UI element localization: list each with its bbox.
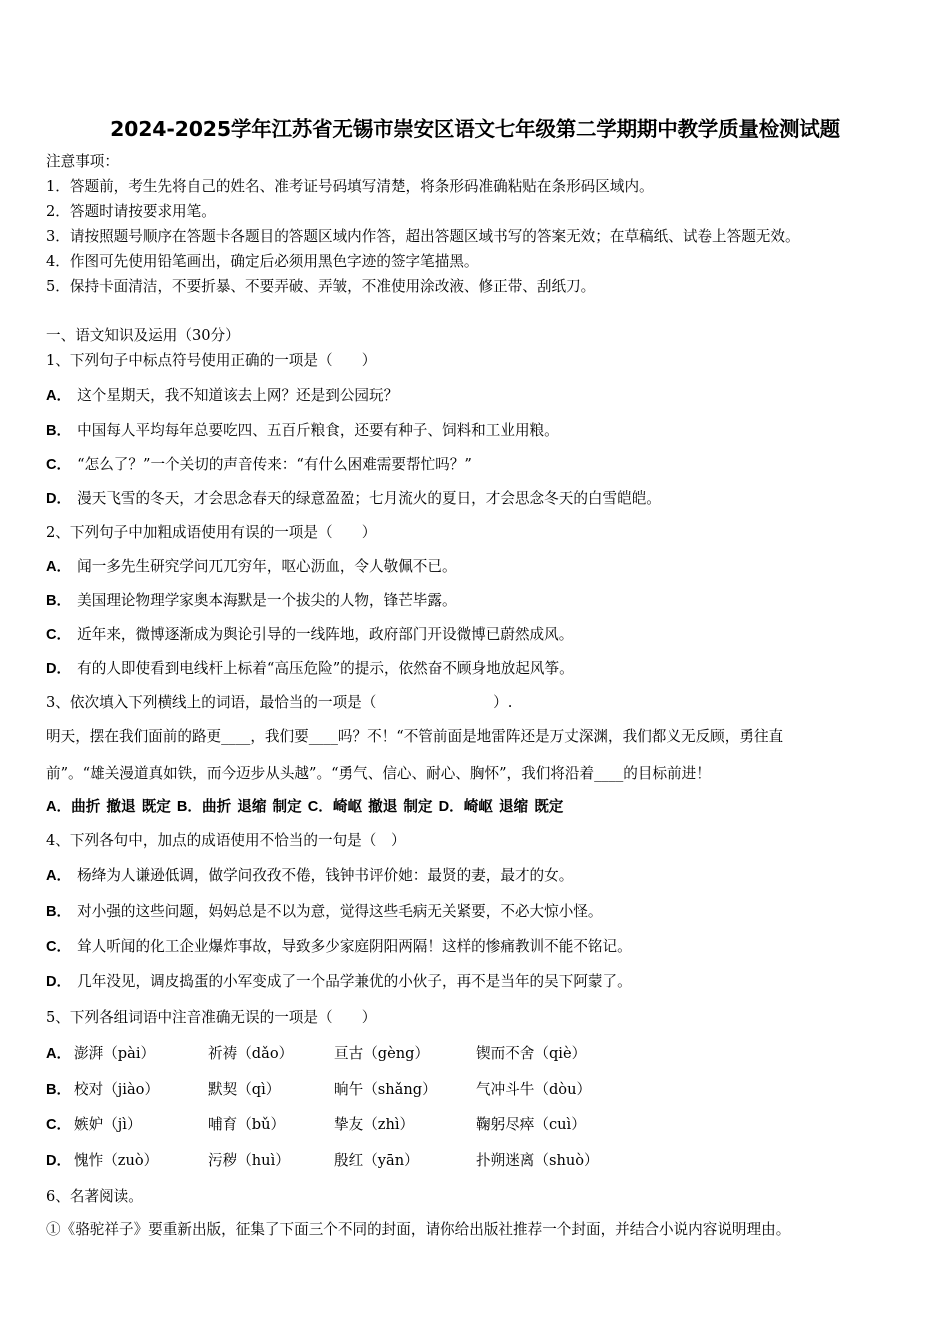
word-item: 挚友（zhì） [334,1116,415,1133]
notice-item-1: 1．答题前，考生先将自己的姓名、准考证号码填写清楚，将条形码准确粘贴在条形码区域内。 [46,178,654,195]
question-1-option-c [46,455,472,475]
question-2-option-b [46,591,457,611]
question-4-option-c [46,937,632,957]
word-item: 气冲斗牛（dòu） [476,1081,592,1098]
question-1-stem: 1、下列句子中标点符号使用正确的一项是（ ） [46,352,377,369]
word-item: 锲而不舍（qiè） [476,1045,587,1062]
question-3-options: A．曲折 撤退 既定 B．曲折 退缩 制定 C．崎岖 撤退 制定 D．崎岖 退缩 既定 [46,799,564,815]
option-text: 有的人即使看到电线杆上标着“高压危险”的提示，依然奋不顾身地放起风筝。 [77,660,574,677]
question-2-stem: 2、下列句子中加粗成语使用有误的一项是（ ） [46,524,377,541]
option-text: 中国每人平均每年总要吃四、五百斤粮食，还要有种子、饲料和工业用粮。 [77,422,559,439]
option-label: D． [46,1153,72,1169]
question-6-stem: 6、名著阅读。 [46,1188,143,1205]
option-label: B． [46,423,72,439]
option-text: 几年没见，调皮捣蛋的小军变成了一个品学兼优的小伙子，再不是当年的吴下阿蒙了。 [77,973,632,990]
option-text: 近年来，微博逐渐成为舆论引导的一线阵地，政府部门开设微博已蔚然成风。 [77,626,574,643]
option-label: B． [46,1082,72,1098]
word-item: 晌午（shǎng） [334,1081,437,1098]
word-item: 祈祷（dǎo） [208,1045,294,1062]
option-text: 闻一多先生研究学问兀兀穷年，呕心沥血，令人敬佩不已。 [77,558,457,575]
word-item: 澎湃（pài） [74,1045,156,1062]
word-item: 鞠躬尽瘁（cuì） [476,1116,586,1133]
question-4-stem: 4、下列各句中，加点的成语使用不恰当的一句是（ ） [46,832,406,849]
option-label: D． [46,974,72,990]
question-2-option-d [46,659,574,679]
question-1-option-b [46,421,559,441]
question-4-option-a [46,866,573,886]
option-text: 美国理论物理学家奥本海默是一个拔尖的人物，锋芒毕露。 [77,592,457,609]
question-3-passage-line-2: 前”。“雄关漫道真如铁，而今迈步从头越”。“勇气、信心、耐心、胸怀”，我们将沿着____的目标前进！ [46,765,711,782]
option-text: 漫天飞雪的冬天，才会思念春天的绿意盈盈；七月流火的夏日，才会思念冬天的白雪皑皑。 [77,490,661,507]
option-label: A． [46,559,72,575]
word-item: 嫉妒（jì） [74,1116,142,1133]
question-4-option-b [46,902,603,922]
option-label: D． [46,491,72,507]
option-label: B． [46,593,72,609]
question-2-option-a [46,557,457,577]
option-label: B． [46,904,72,920]
notice-item-4: 4．作图可先使用铅笔画出，确定后必须用黑色字迹的签字笔描黑。 [46,253,479,270]
option-label: C． [46,627,72,643]
word-item: 扑朔迷离（shuò） [476,1152,599,1169]
question-5-option-c [46,1115,906,1135]
option-label: A． [46,868,72,884]
question-5-option-d [46,1151,906,1171]
word-item: 愧怍（zuò） [74,1152,159,1169]
question-4-option-d [46,972,632,992]
option-text: 耸人听闻的化工企业爆炸事故，导致多少家庭阴阳两隔！这样的惨痛教训不能不铭记。 [77,938,632,955]
question-3-stem: 3、依次填入下列横线上的词语，最恰当的一项是（ ）. [46,694,513,711]
word-item: 殷红（yān） [334,1152,419,1169]
option-label: D． [46,661,72,677]
word-item: 污秽（huì） [208,1152,290,1169]
question-1-option-d [46,489,661,509]
option-label: C． [46,1117,72,1133]
notice-item-3: 3．请按照题号顺序在答题卡各题目的答题区域内作答，超出答题区域书写的答案无效；在草稿纸、试卷上答题无效。 [46,228,800,245]
question-6-sub-1: ①《骆驼祥子》要重新出版，征集了下面三个不同的封面，请你给出版社推荐一个封面，并结合小说内容说明理由。 [46,1221,791,1238]
notice-item-5: 5．保持卡面清洁，不要折暴、不要弄破、弄皱，不准使用涂改液、修正带、刮纸刀。 [46,278,596,295]
section-heading: 一、语文知识及运用（30分） [46,327,240,344]
question-5-option-a [46,1044,906,1064]
option-label: A． [46,1046,72,1062]
question-2-option-c [46,625,573,645]
option-text: 对小强的这些问题，妈妈总是不以为意，觉得这些毛病无关紧要，不必大惊小怪。 [77,903,603,920]
word-item: 哺育（bǔ） [208,1116,286,1133]
option-label: A． [46,388,72,404]
word-item: 亘古（gèng） [334,1045,430,1062]
question-5-option-b [46,1080,906,1100]
option-label: C． [46,457,72,473]
question-3-passage-line-1: 明天，摆在我们面前的路更____，我们要____吗？不！“不管前面是地雷阵还是万丈深渊，我们都义无反顾，勇往直 [46,728,784,745]
notice-heading: 注意事项： [46,153,119,170]
question-5-stem: 5、下列各组词语中注音准确无误的一项是（ ） [46,1009,377,1026]
word-item: 默契（qì） [208,1081,281,1098]
word-item: 校对（jiào） [74,1081,160,1098]
page-title: 2024-2025学年江苏省无锡市崇安区语文七年级第二学期期中教学质量检测试题 [110,117,840,141]
question-1-option-a [46,386,398,406]
option-text: 这个星期天，我不知道该去上网？还是到公园玩？ [77,387,399,404]
option-label: C． [46,939,72,955]
option-text: “怎么了？”一个关切的声音传来：“有什么困难需要帮忙吗？” [77,456,472,473]
notice-item-2: 2．答题时请按要求用笔。 [46,203,216,220]
option-text: 杨绛为人谦逊低调，做学问孜孜不倦，钱钟书评价她：最贤的妻，最才的女。 [77,867,574,884]
